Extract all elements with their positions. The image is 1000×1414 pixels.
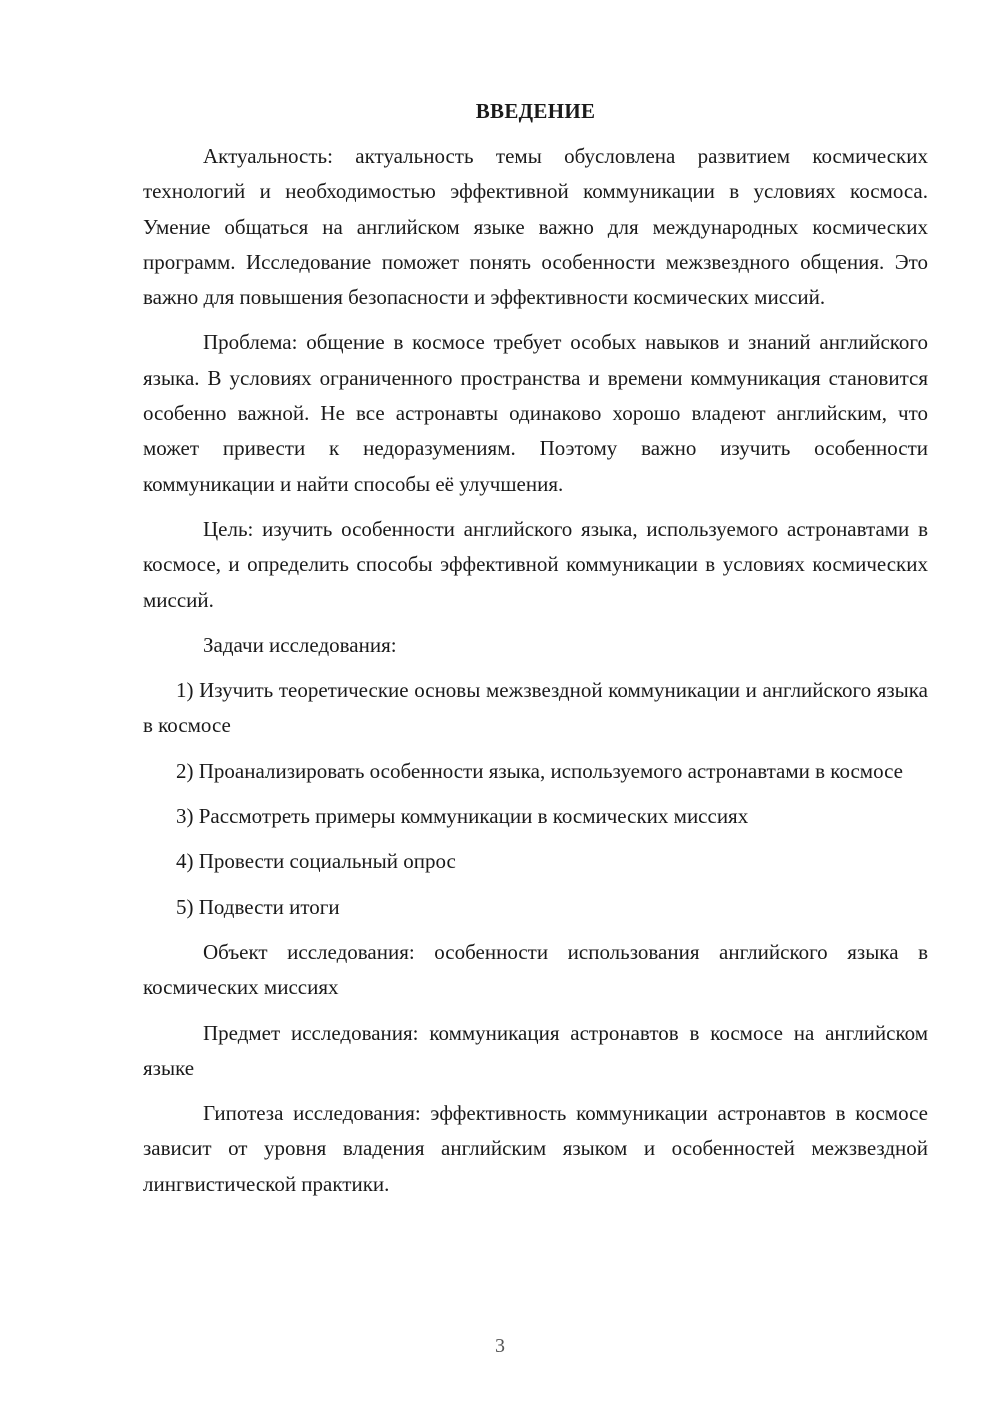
- object-paragraph: Объект исследования: особенности использования английского языка в космических миссиях: [143, 939, 928, 1000]
- task-item: 4) Провести социальный опрос: [176, 849, 456, 874]
- hypothesis-paragraph: Гипотеза исследования: эффективность коммуникации астронавтов в космосе зависит от уровня владения английским языком и особенностей межзвездной лингвистической практики.: [143, 1101, 928, 1196]
- task-item: 3) Рассмотреть примеры коммуникации в космических миссиях: [176, 804, 749, 829]
- subject-paragraph: Предмет исследования: коммуникация астронавтов в космосе на английском языке: [143, 1020, 928, 1080]
- goal-paragraph: Цель: изучить особенности английского языка, используемого астронавтами в космосе, и определить способы эффективной коммуникации в условиях космических миссий.: [143, 516, 928, 612]
- problem-paragraph: Проблема: общение в космосе требует особых навыков и знаний английского языка. В условиях ограниченного пространства и времени коммуникация становится особенно важной. Не все астронавты одинаково хорошо владеют английским, что может привести к недоразумениям. Поэтому важно изучить особенности коммуникации и найти способы её улучшения.: [143, 330, 928, 496]
- section-title: ВВЕДЕНИЕ: [475, 99, 596, 123]
- task-item: 2) Проанализировать особенности языка, используемого астронавтами в космосе: [176, 758, 903, 783]
- page-body: [143, 94, 928, 1212]
- relevance-paragraph: Актуальность: актуальность темы обусловлена развитием космических технологий и необходимостью эффективной коммуникации в условиях космоса. Умение общаться на английском языке важно для международных космических программ. Исследование поможет понять особенности межзвездного общения. Это важно для повышения безопасности и эффективности космических миссий.: [143, 144, 928, 310]
- task-item: 5) Подвести итоги: [176, 894, 340, 919]
- tasks-heading: Задачи исследования:: [203, 632, 397, 657]
- task-item: 1) Изучить теоретические основы межзвездной коммуникации и английского языка в космосе: [143, 678, 928, 738]
- page-number: 3: [495, 1335, 505, 1357]
